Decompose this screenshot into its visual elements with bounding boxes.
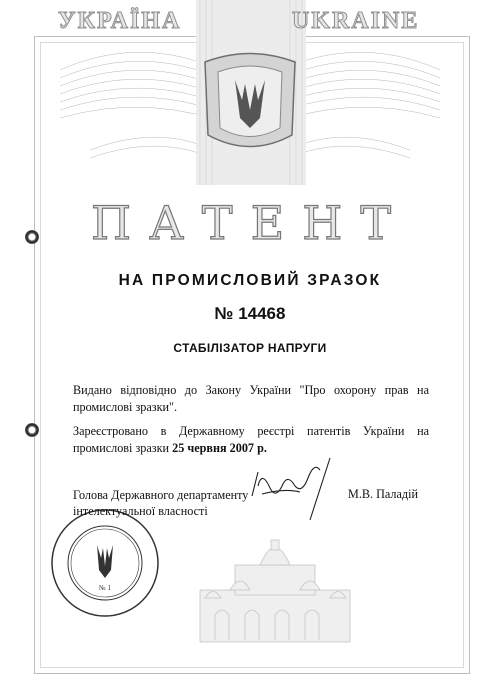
binding-hole-icon [25,230,39,244]
official-seal-icon [52,510,158,616]
registration-statement [73,423,429,457]
binding-hole-icon [25,423,39,437]
coat-of-arms-icon [205,54,295,147]
signer-name: М.В. Паладій [348,487,419,501]
design-name: СТАБІЛІЗАТОР НАПРУГИ [173,341,327,355]
document-title: ПАТЕНТ [90,196,409,250]
registration-text: Зареєстровано в Державному реєстрі патентів України на промислові зразки [73,424,429,455]
issued-statement: Видано відповідно до Закону України "Про охорону прав на промислові зразки". [73,383,429,414]
signer-title: Голова Державного департаменту інтелектуальної власності [73,488,249,518]
seal-number: № 1 [99,584,111,592]
registration-date: 25 червня 2007 р. [172,441,267,455]
header-ukraine-latin: UKRAINE [292,8,420,34]
patent-number: № 14468 [214,304,286,323]
document-subtitle: НА ПРОМИСЛОВИЙ ЗРАЗОК [118,272,382,289]
cathedral-watermark [200,540,350,642]
header-ukraine-cyrillic: УКРАЇНА [58,8,182,34]
